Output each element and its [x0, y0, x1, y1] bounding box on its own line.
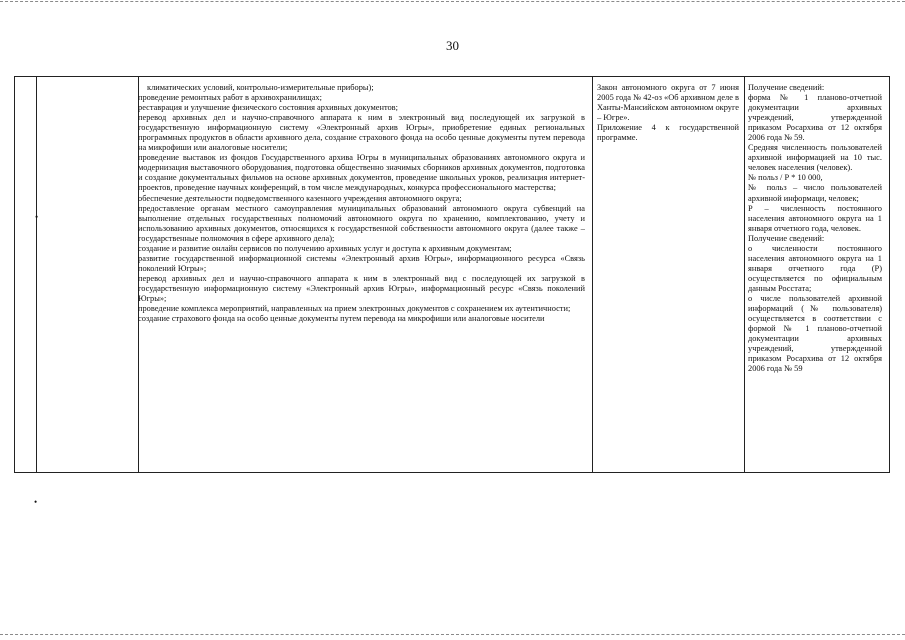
stray-mark: • [34, 497, 38, 507]
measure-item: предоставление органам местного самоуправления муниципальных образований автономного округа субвенций на выполнение отдельных государственных полномочий автономного округа по хранению, комплектованию, учету и использованию архивных документов, относящихся к государственной собственности автономного округа (далее также – государственные полномочия в сфере архивного дела); [138, 203, 585, 243]
measure-item: проведение комплекса мероприятий, направленных на прием электронных документов с сохранением их аутентичности; [138, 304, 571, 314]
calculation-item: Получение сведений: [748, 233, 825, 243]
calculation-item: форма № 1 планово-отчетной документации архивных учреждений, утвержденной приказом Росархива от 12 октября 2006 года № 59. [748, 93, 882, 143]
calculation-item: № польз / Р * 10 000, [748, 173, 823, 183]
program-table [14, 76, 890, 473]
column-divider [744, 77, 745, 472]
calculation-item: Средняя численность пользователей архивной информацией на 10 тыс. человек населения (человек). [748, 143, 882, 173]
row-marker: • [35, 212, 39, 222]
scan-bottom-edge [0, 634, 905, 635]
measure-item: реставрация и улучшение физического состояния архивных документов; [138, 103, 398, 113]
legal-basis-item: Закон автономного округа от 7 июня 2005 года № 42-оз «Об архивном деле в Ханты-Мансийском автономном округе – Югре». [597, 83, 739, 123]
legal-basis-cell [597, 83, 739, 143]
measure-item: перевод архивных дел и научно-справочного аппарата к ним в электронный вид с последующей их загрузкой в государственную информационную систему «Электронный архив Югры», информационный ресурс «Связь поколений Югры»; [138, 273, 585, 303]
calculation-item: о численности постоянного населения автономного округа на 1 января отчетного года (Р) осуществляется по официальным данным Росстата; [748, 243, 882, 293]
measure-item: создание страхового фонда на особо ценные документы путем перевода на микрофиши или аналоговые носители [138, 314, 545, 324]
scan-top-edge [0, 1, 905, 2]
measure-item: проведение выставок из фондов Государственного архива Югры в муниципальных образованиях автономного округа и модернизация выставочного оборудования, подготовка общественно значимых сборников архивных документов, подготовка и создание документальных фильмов на основе архивных документов, проведение школьных уроков, реализация интернет-проектов, проведение научных конференций, в том числе международных, конкурса профессионального мастерства; [138, 153, 585, 193]
measures-cell [138, 83, 585, 324]
calculation-item: Р – численность постоянного населения автономного округа на 1 января отчетного года, человек. [748, 203, 882, 233]
measure-item: обеспечение деятельности подведомственного казенного учреждения автономного округа; [138, 193, 462, 203]
legal-basis-item: Приложение 4 к государственной программе. [597, 123, 739, 143]
column-divider [592, 77, 593, 472]
measure-item: создание и развитие онлайн сервисов по получению архивных услуг и доступа к архивным документам; [138, 243, 512, 253]
calculation-cell [748, 83, 882, 374]
calculation-item: № польз – число пользователей архивной информаци, человек; [748, 183, 882, 203]
measure-item: климатических условий, контрольно-измерительные приборы); [147, 83, 374, 92]
page-number: 30 [446, 38, 459, 53]
measure-item: перевод архивных дел и научно-справочного аппарата к ним в электронный вид последующей их загрузкой в государственную информационную систему «Электронный архив Югры», приобретение единых региональных программных продуктов в области архивного дела, создание страхового фонда на особо ценные документы путем перевода на микрофиши или аналоговые носители; [138, 113, 585, 153]
measure-item: проведение ремонтных работ в архивохранилищах; [138, 93, 322, 103]
measure-item: развитие государственной информационной системы «Электронный архив Югры», информационного ресурса «Связь поколений Югры»; [138, 253, 585, 273]
column-divider [36, 77, 37, 472]
calculation-item: о числе пользователей архивной информаций (№ пользователя) осуществляется в соответствии с формой № 1 планово-отчетной документации архивных учреждений, утвержденной приказом Росархива от 12 октября 2006 года № 59 [748, 293, 882, 374]
calculation-item: Получение сведений: [748, 83, 825, 92]
